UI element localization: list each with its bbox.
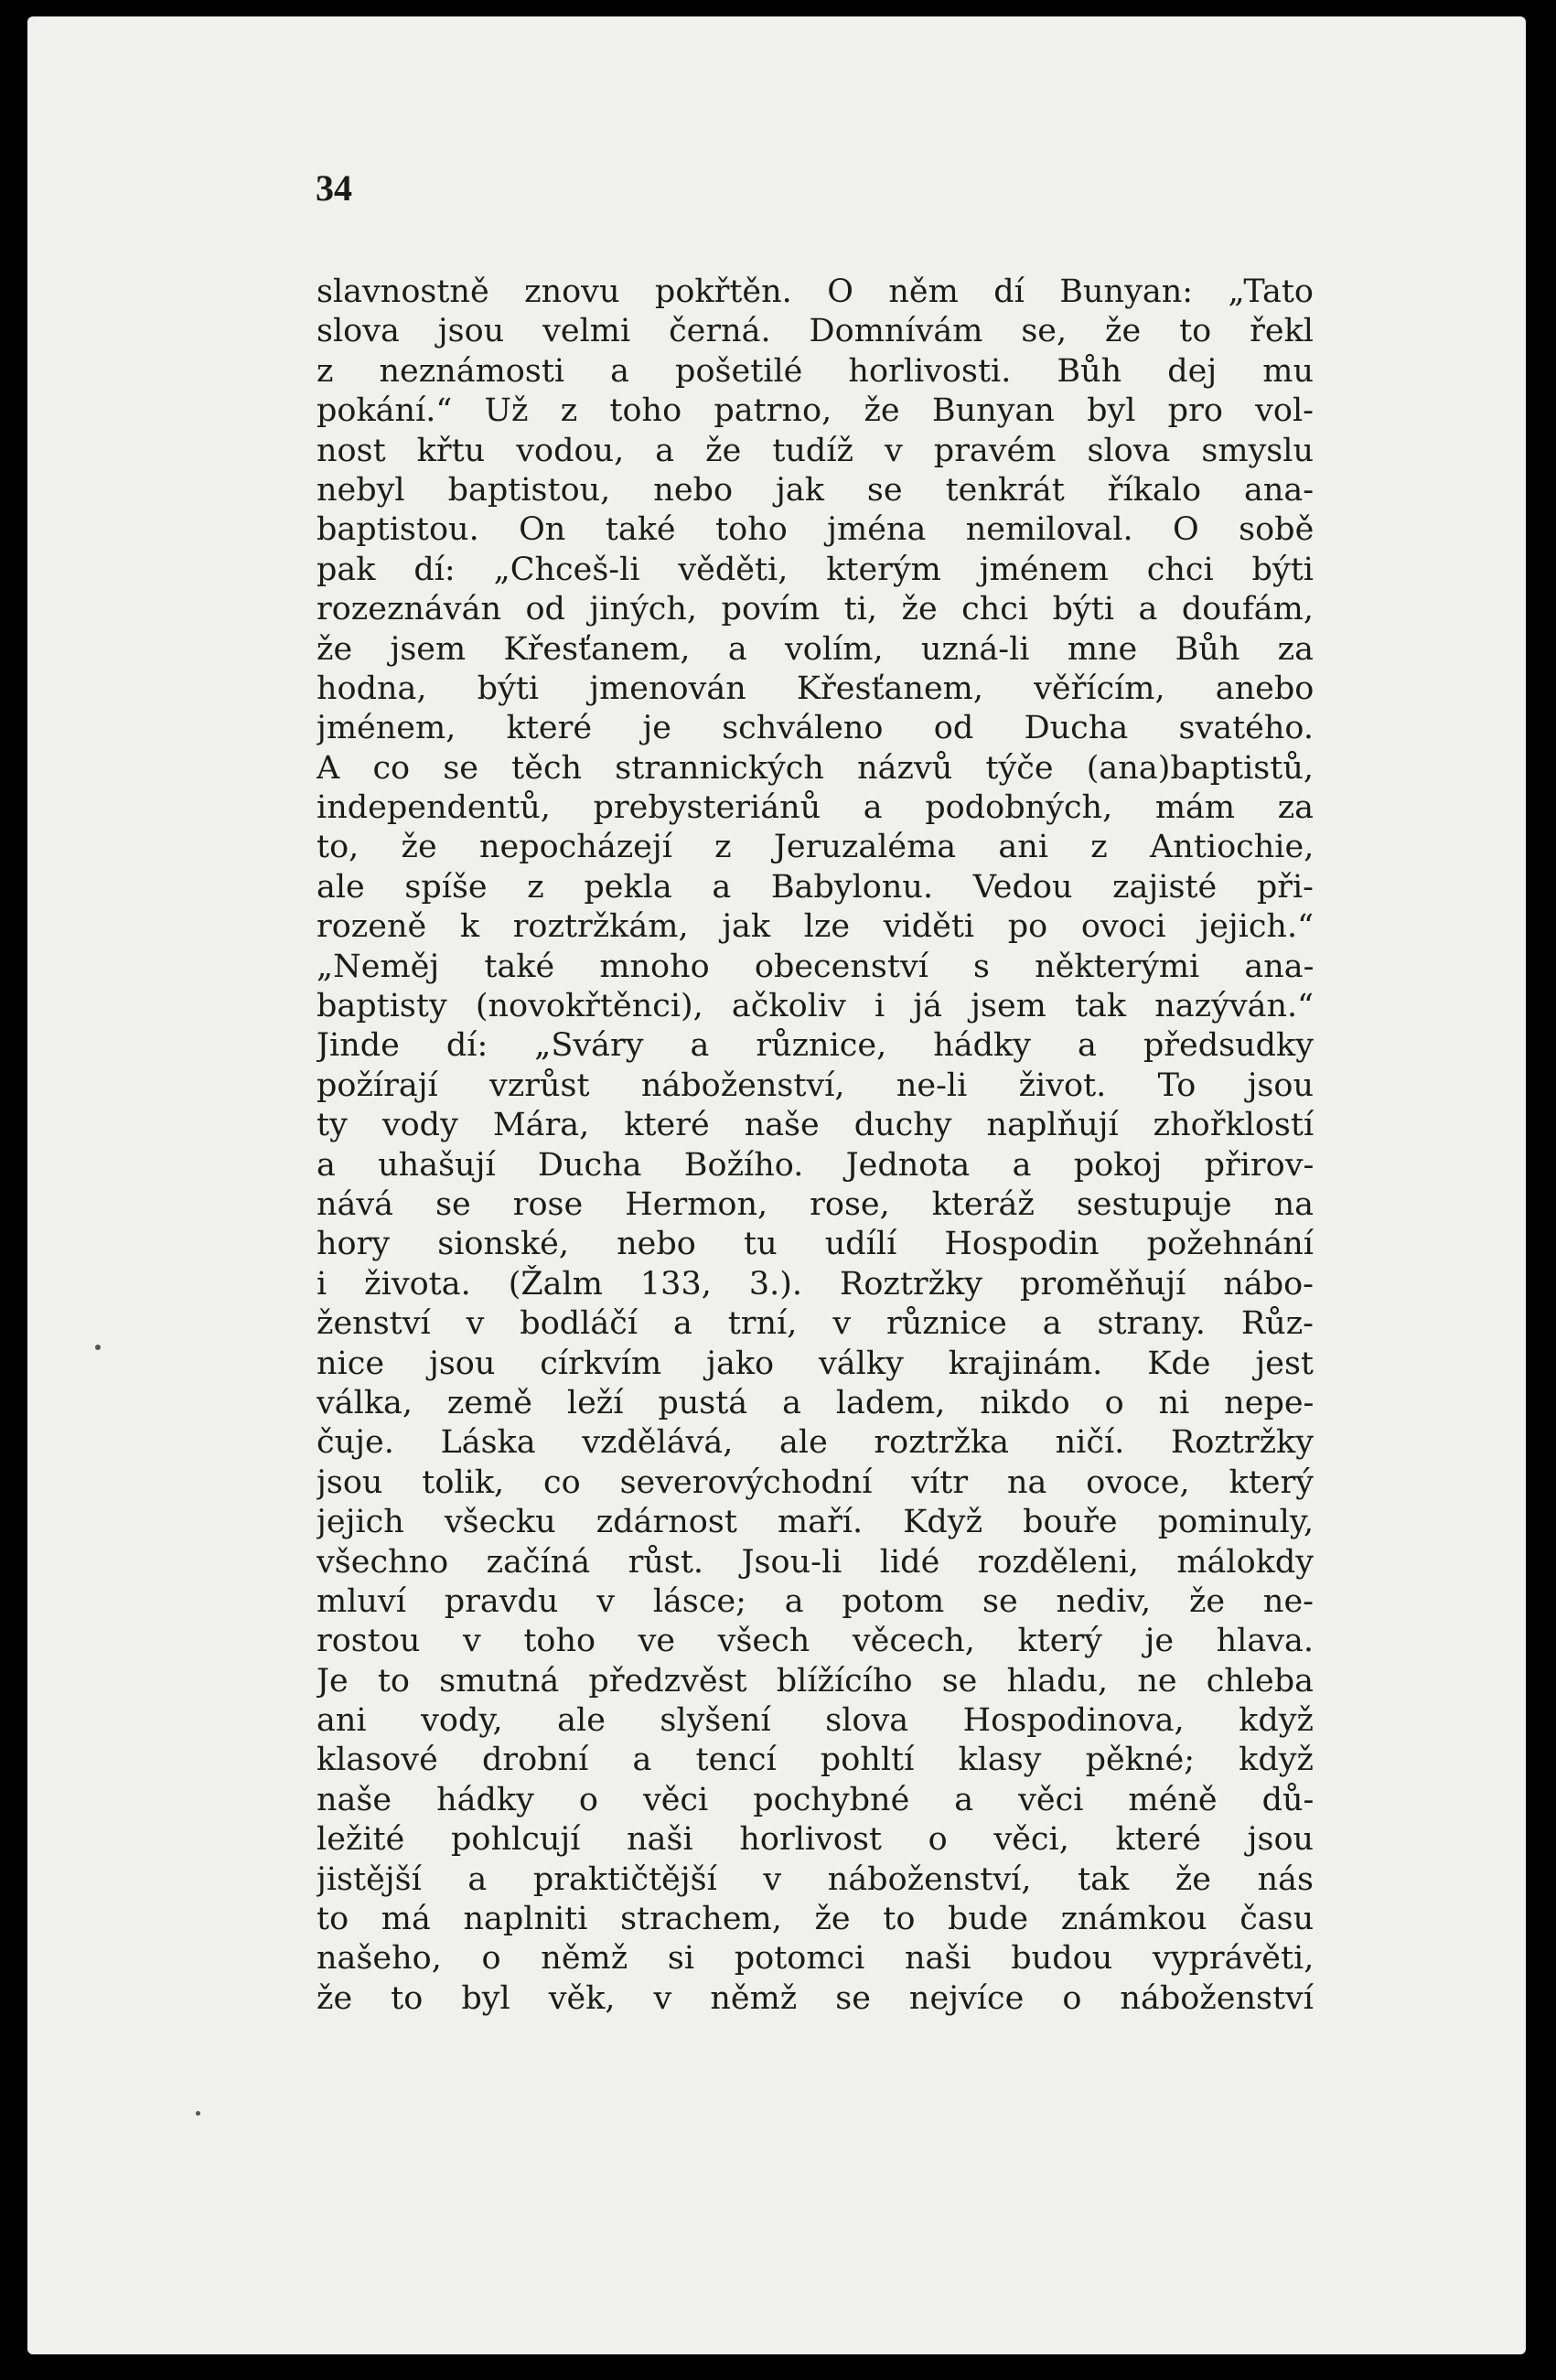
text-line: ležité pohlcují naši horlivost o věci, které jsou <box>317 1821 1314 1859</box>
text-line: to má naplniti strachem, že to bude známkou času <box>317 1901 1314 1938</box>
text-line: ženství v bodláčí a trní, v různice a strany. Růz- <box>317 1305 1314 1343</box>
scan-speck <box>95 1345 101 1350</box>
text-line: rozeznáván od jiných, povím ti, že chci býti a doufám, <box>317 591 1314 628</box>
text-line: požírají vzrůst náboženství, ne-li život. To jsou <box>317 1067 1314 1104</box>
text-line: jistější a praktičtější v náboženství, tak že nás <box>317 1860 1314 1898</box>
text-line: nebyl baptistou, nebo jak se tenkrát říkalo ana- <box>317 471 1314 509</box>
text-line: čuje. Láska vzdělává, ale roztržka ničí. Roztržky <box>317 1424 1314 1462</box>
text-line: ani vody, ale slyšení slova Hospodinova, když <box>317 1702 1314 1740</box>
text-line: nává se rose Hermon, rose, kteráž sestupuje na <box>317 1185 1314 1223</box>
text-line: mluví pravdu v lásce; a potom se nediv, že ne- <box>317 1582 1314 1620</box>
text-line: A co se těch strannických názvů týče (ana)baptistů, <box>317 749 1314 787</box>
text-line: rostou v toho ve všech věcech, který je hlava. <box>317 1623 1314 1660</box>
text-line: slavnostně znovu pokřtěn. O něm dí Bunyan: „Tato <box>317 273 1314 310</box>
text-line: že to byl věk, v němž se nejvíce o náboženství <box>317 1979 1314 2017</box>
text-line: nice jsou církvím jako války krajinám. Kde jest <box>317 1345 1314 1382</box>
text-line: baptistou. On také toho jména nemiloval. O sobě <box>317 511 1314 549</box>
text-line: naše hádky o věci pochybné a věci méně dů- <box>317 1781 1314 1818</box>
text-line: pokání.“ Už z toho patrno, že Bunyan byl pro vol- <box>317 392 1314 430</box>
text-line: z neznámosti a pošetilé horlivosti. Bůh dej mu <box>317 352 1314 390</box>
scan-edge <box>1526 0 1556 2380</box>
text-line: ty vody Mára, které naše duchy naplňují zhořklostí <box>317 1107 1314 1144</box>
page-text <box>317 273 1314 2019</box>
text-line: že jsem Křesťanem, a volím, uzná-li mne Bůh za <box>317 630 1314 668</box>
text-line: pak dí: „Chceš-li věděti, kterým jménem chci býti <box>317 551 1314 588</box>
text-line: klasové drobní a tencí pohltí klasy pěkné; když <box>317 1742 1314 1779</box>
text-line: hory sionské, nebo tu udílí Hospodin požehnání <box>317 1226 1314 1263</box>
text-line: válka, země leží pustá a ladem, nikdo o ni nepe- <box>317 1384 1314 1421</box>
text-line: rozeně k roztržkám, jak lze viděti po ovoci jejich.“ <box>317 908 1314 946</box>
text-line: ale spíše z pekla a Babylonu. Vedou zajisté při- <box>317 868 1314 906</box>
text-line: a uhašují Ducha Božího. Jednota a pokoj přirov- <box>317 1146 1314 1184</box>
text-line: Je to smutná předzvěst blížícího se hladu, ne chleba <box>317 1662 1314 1699</box>
text-line: Jinde dí: „Sváry a různice, hádky a předsudky <box>317 1027 1314 1065</box>
text-line: všechno začíná růst. Jsou-li lidé rozděleni, málokdy <box>317 1543 1314 1581</box>
scan-speck <box>196 2111 200 2116</box>
text-line: jsou tolik, co severovýchodní vítr na ovoce, který <box>317 1463 1314 1501</box>
text-line: jejich všecku zdárnost maří. Když bouře pominuly, <box>317 1504 1314 1541</box>
text-line: independentů, prebysteriánů a podobných, mám za <box>317 789 1314 827</box>
text-line: baptisty (novokřtěnci), ačkoliv i já jsem tak nazýván.“ <box>317 988 1314 1025</box>
text-line: „Neměj také mnoho obecenství s některými ana- <box>317 948 1314 985</box>
text-line: i života. (Žalm 133, 3.). Roztržky proměňují nábo- <box>317 1265 1314 1303</box>
text-line: hodna, býti jmenován Křesťanem, věřícím, anebo <box>317 670 1314 707</box>
text-line: nost křtu vodou, a že tudíž v pravém slova smyslu <box>317 432 1314 469</box>
text-line: jménem, které je schváleno od Ducha svatého. <box>317 710 1314 747</box>
text-line: našeho, o němž si potomci naši budou vyprávěti, <box>317 1940 1314 1978</box>
text-line: to, že nepocházejí z Jeruzaléma ani z Antiochie, <box>317 829 1314 866</box>
page-number: 34 <box>316 167 352 209</box>
text-line: slova jsou velmi černá. Domnívám se, že to řekl <box>317 313 1314 350</box>
